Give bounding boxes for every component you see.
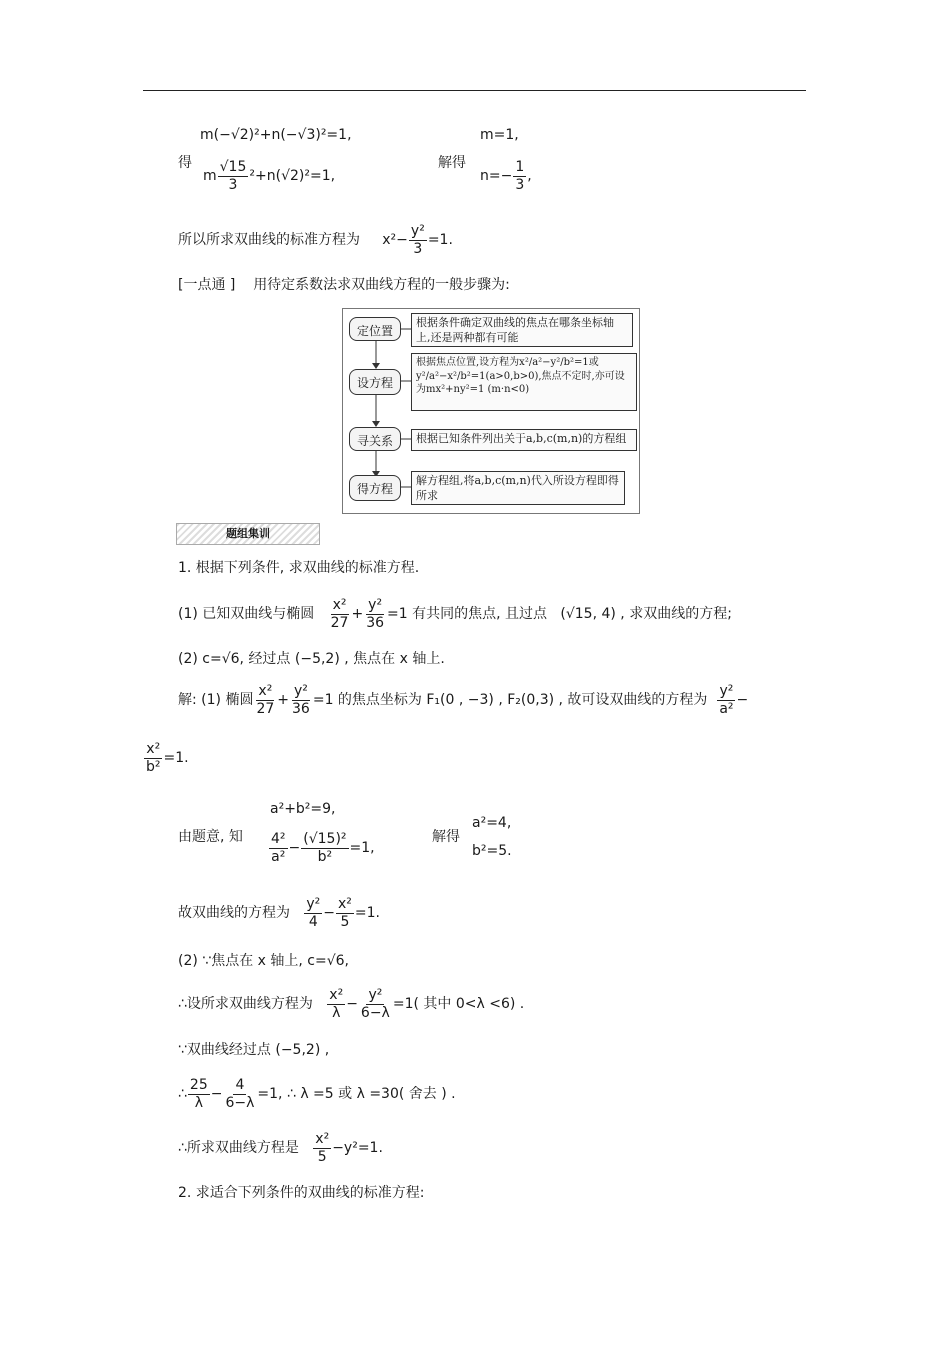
section-banner: 题组集训 [176, 523, 320, 545]
q1-solution-line: 解: (1) 椭圆 $\frac{\text{x²}}{27}$ + $\frac{\text{y²}}{36}$ =1 的焦点坐标为 F₁(0 , −3) , F₂(0,3) , 故可设双曲线的方程为 $\frac{\text{y²}}{\text{a²}}$ − [178, 683, 749, 717]
sys-eq2: $\frac{\text{4²}}{\text{a²}}$ − $\frac{\text{(√15)²}}{\text{b²}}$ =1, [271, 831, 375, 865]
method-flowchart [342, 308, 640, 514]
result-line: 所以所求双曲线的标准方程为 x²− $\frac{\text{y²}}{3}$ =1. [178, 223, 453, 257]
n-value: n=− $\frac{1}{3}$ , [480, 159, 532, 193]
q1-part2: (2) c=√6, 经过点 (−5,2) , 焦点在 x 轴上. [178, 651, 445, 667]
flow-step-2-label: 设方程 [349, 369, 401, 395]
q1-p2-line1: (2) ∵焦点在 x 轴上, c=√6, [178, 953, 349, 969]
flow-step-1-desc: 根据条件确定双曲线的焦点在哪条坐标轴上,还是两种都有可能 [411, 313, 633, 347]
sys-eq1: a²+b²=9, [270, 801, 336, 817]
eq-line1: m(−√2)²+n(−√3)²=1, [200, 127, 352, 143]
q1-title: 1. 根据下列条件, 求双曲线的标准方程. [178, 560, 420, 576]
q1-p2-line5: ∴所求双曲线方程是 $\frac{\text{x²}}{5}$ −y²=1. [178, 1131, 383, 1165]
q1-part1: (1) 已知双曲线与椭圆 $\frac{\text{x²}}{27}$ + $\frac{\text{y²}}{36}$ =1 有共同的焦点, 且过点 (√15, 4) , 求双曲线的方程; [178, 597, 732, 631]
flow-step-3-desc: 根据已知条件列出关于a,b,c(m,n)的方程组 [411, 429, 637, 451]
flow-step-4-label: 得方程 [349, 475, 401, 501]
a2-value: a²=4, [472, 815, 512, 831]
yidiantong-line: [一点通 ] 用待定系数法求双曲线方程的一般步骤为: [178, 277, 510, 293]
q2-title: 2. 求适合下列条件的双曲线的标准方程: [178, 1185, 425, 1201]
q1-result: 故双曲线的方程为 $\frac{\text{y²}}{4}$ − $\frac{\text{x²}}{5}$ =1. [178, 896, 380, 930]
sys-label: 由题意, 知 [178, 829, 243, 845]
de-label: 得 [178, 155, 192, 171]
q1-p2-line3: ∵双曲线经过点 (−5,2) , [178, 1042, 330, 1058]
b2-value: b²=5. [472, 843, 512, 859]
q1-solution-cont: $\frac{\text{x²}}{\text{b²}}$ =1. [146, 741, 189, 775]
flow-step-1-label: 定位置 [349, 317, 401, 341]
q1-p2-line2: ∴设所求双曲线方程为 $\frac{\text{x²}}{\lambda}$ − $\frac{\text{y²}}{6-\lambda}$ =1( 其中 0<λ <6) . [178, 987, 525, 1021]
q1-p2-line4: ∴ $\frac{25}{\lambda}$ − $\frac{4}{6-\lambda}$ =1, ∴ λ =5 或 λ =30( 舍去 ) . [178, 1077, 456, 1111]
flow-step-3-label: 寻关系 [349, 427, 401, 451]
eq-line2: m $\frac{√15}{3}$ ²+n(√2)²=1, [203, 159, 336, 193]
jiede-label: 解得 [438, 155, 466, 171]
flow-step-2-desc: 根据焦点位置,设方程为x²/a²−y²/b²=1或y²/a²−x²/b²=1(a>0,b>0),焦点不定时,亦可设为mx²+ny²=1 (m·n<0) [411, 353, 637, 411]
m-value: m=1, [480, 127, 519, 143]
flow-step-4-desc: 解方程组,将a,b,c(m,n)代入所设方程即得所求 [411, 471, 625, 505]
sys-jiede: 解得 [432, 829, 460, 845]
header-rule [143, 90, 806, 91]
